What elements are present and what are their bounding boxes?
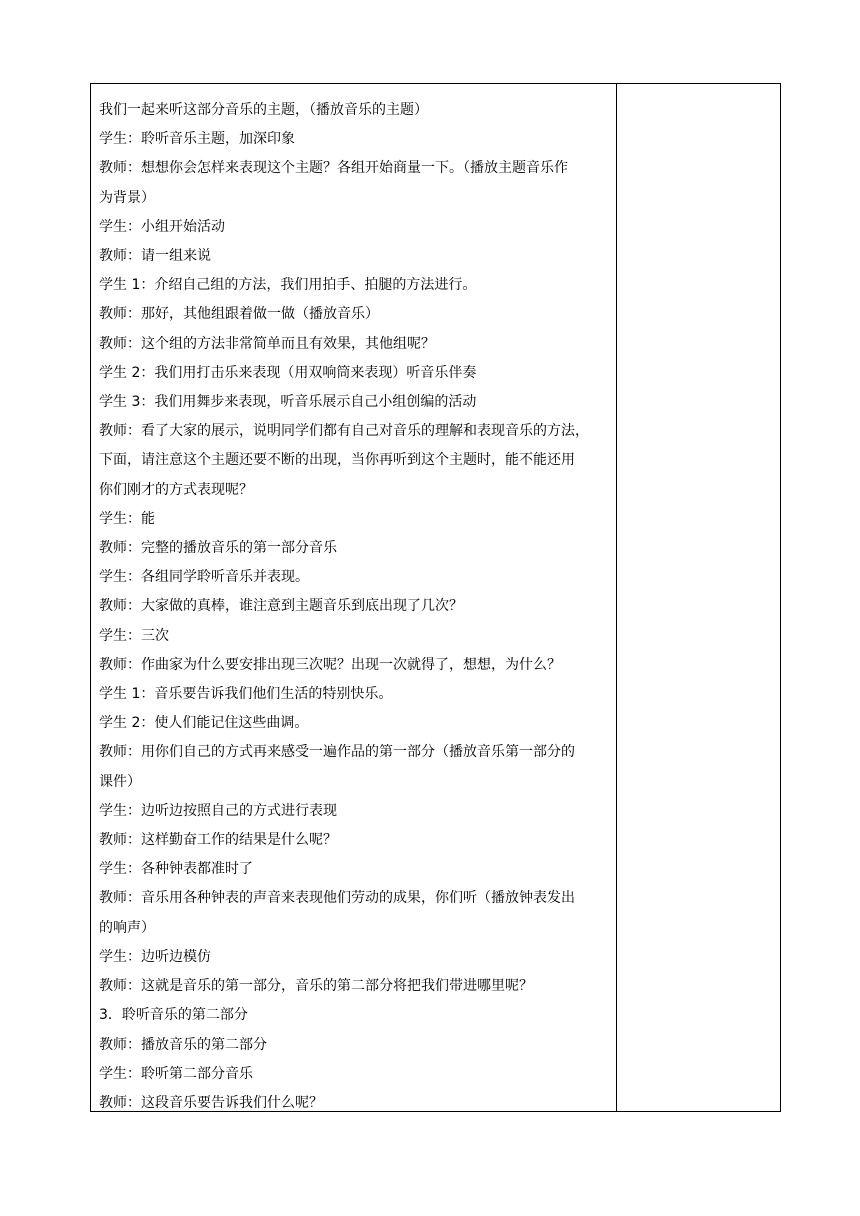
text-line: 学生 1：音乐要告诉我们他们生活的特别快乐。 <box>99 686 393 703</box>
text-line: 课件） <box>99 773 141 790</box>
text-line: 学生：各组同学聆听音乐并表现。 <box>99 569 309 586</box>
text-line: 教师：用你们自己的方式再来感受一遍作品的第一部分（播放音乐第一部分的 <box>99 744 575 761</box>
text-line: 教师：那好，其他组跟着做一做（播放音乐） <box>99 306 379 323</box>
text-line: 教师：音乐用各种钟表的声音来表现他们劳动的成果，你们听（播放钟表发出 <box>99 890 575 907</box>
text-line: 学生：三次 <box>99 627 169 644</box>
text-line: 教师：这个组的方法非常简单而且有效果，其他组呢？ <box>99 335 435 352</box>
text-line: 3．聆听音乐的第二部分 <box>99 1007 248 1024</box>
text-line: 教师：这就是音乐的第一部分，音乐的第二部分将把我们带进哪里呢？ <box>99 978 533 995</box>
text-line: 学生 1：介绍自己组的方法，我们用拍手、拍腿的方法进行。 <box>99 277 477 294</box>
text-line: 学生：边听边模仿 <box>99 948 211 965</box>
text-line: 学生 3：我们用舞步来表现，听音乐展示自己小组创编的活动 <box>99 394 477 411</box>
text-line: 教师：想想你会怎样来表现这个主题？各组开始商量一下。（播放主题音乐作 <box>99 160 568 177</box>
lesson-content-cell <box>91 84 617 1111</box>
text-line: 教师：请一组来说 <box>99 248 211 265</box>
text-line: 我们一起来听这部分音乐的主题，（播放音乐的主题） <box>99 102 428 118</box>
text-line: 学生：小组开始活动 <box>99 218 225 235</box>
notes-cell <box>617 84 780 1111</box>
text-line: 你们刚才的方式表现呢？ <box>99 481 253 498</box>
text-line: 学生：聆听第二部分音乐 <box>99 1065 253 1082</box>
text-line: 学生：聆听音乐主题，加深印象 <box>99 131 295 148</box>
text-line: 学生：能 <box>99 510 155 527</box>
text-line: 教师：完整的播放音乐的第一部分音乐 <box>99 540 337 557</box>
text-line: 教师：这段音乐要告诉我们什么呢？ <box>99 1094 323 1111</box>
text-line: 教师：大家做的真棒，谁注意到主题音乐到底出现了几次？ <box>99 598 463 615</box>
text-line: 教师：看了大家的展示，说明同学们都有自己对音乐的理解和表现音乐的方法， <box>99 423 589 440</box>
lesson-table <box>90 83 781 1112</box>
text-line: 的响声） <box>99 919 155 936</box>
text-line: 学生 2：使人们能记住这些曲调。 <box>99 715 309 732</box>
text-line: 学生 2：我们用打击乐来表现（用双响筒来表现）听音乐伴奏 <box>99 364 477 381</box>
text-line: 教师：这样勤奋工作的结果是什么呢？ <box>99 832 337 849</box>
text-line: 学生：边听边按照自己的方式进行表现 <box>99 802 337 819</box>
text-line: 学生：各种钟表都准时了 <box>99 861 253 878</box>
text-line: 下面，请注意这个主题还要不断的出现，当你再听到这个主题时，能不能还用 <box>99 452 575 469</box>
text-line: 教师：播放音乐的第二部分 <box>99 1036 267 1053</box>
text-line: 教师：作曲家为什么要安排出现三次呢？出现一次就得了，想想，为什么？ <box>99 656 561 673</box>
text-line: 为背景） <box>99 189 155 206</box>
